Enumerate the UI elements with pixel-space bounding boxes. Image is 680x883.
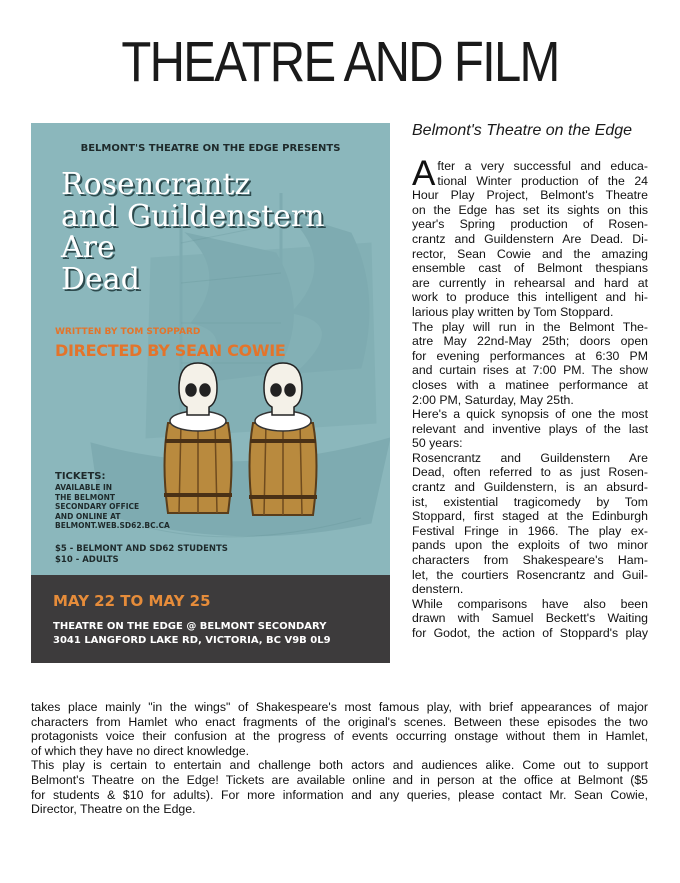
article-line: ist, existential tragicomedy by Tom [412,494,648,509]
poster-dates: MAY 22 TO MAY 25 [53,592,211,610]
article-line: work to produce this intelligent and hi- [412,290,648,305]
article-line: on the Edge has set its sights on this [412,202,648,217]
article-line: are currently in rehearsal and hard at [412,275,648,290]
article-line: crantz and Guildenstern, is an absurd- [412,480,648,495]
article-line: Director, Theatre on the Edge. [31,802,196,817]
article-line: Dead, often referred to as just Rosen- [412,465,648,480]
article-line: takes place mainly "in the wings" of Shakespeare's most famous play, with brief appearances of major [31,700,648,714]
article-heading: Belmont's Theatre on the Edge [412,122,633,139]
article-line: Hour Play Project, Belmont's Theatre [412,188,648,203]
page-title: THEATRE AND FILM [121,30,559,94]
article-line: Rosencrantz and Guildenstern Are [412,450,648,465]
article-line: for Godot, the action of Stoppard's play [412,626,648,640]
article-line: 50 years: [412,436,463,451]
article-line: closes with a matinee performance at [412,377,648,392]
article-line: The play will run in the Belmont The- [412,319,648,334]
article-line: of which they have no direct knowledge. [31,743,250,758]
drop-cap: A [412,154,436,193]
event-poster [31,123,390,663]
article-line: ensemble cast of Belmont thespians [412,261,648,276]
article-line: characters from Shakespeare's Ham- [412,553,648,568]
article-line: protagonists voice their confusion at the progress of events occurring onstage without them in Hamlet, [31,729,648,744]
article-line: atre May 22nd-May 25th; doors open [412,334,648,349]
poster-tickets: TICKETS: AVAILABLE IN THE BELMONT SECONDARY OFFICE AND ONLINE AT BELMONT.WEB.SD62.BC.CA [55,471,170,530]
article-column [412,154,648,641]
poster-venue: THEATRE ON THE EDGE @ BELMONT SECONDARY 3041 LANGFORD LAKE RD, VICTORIA, BC V9B 0L9 [53,621,331,646]
barrel-right [249,423,317,515]
article-line: Here's a quick synopsis of one the most [412,407,648,422]
poster-directed-by: DIRECTED BY SEAN COWIE [55,341,286,360]
article-line: tional Winter production of the 24 [437,173,648,188]
article-line: 2:00 PM, Saturday, May 25th. [412,392,574,407]
article-line: for evening performances at 6:30 PM [412,348,648,363]
article-line: Belmont's Theatre on the Edge! Tickets are available online and in person at the office at Belmont ($5 [31,772,648,787]
barrel-left [164,423,232,513]
article-line: larious play written by Tom Stoppard. [412,304,614,319]
article-line: for students & $10 for adults). For more information and any queries, please contact Mr. Sean Cowie, [31,787,648,802]
article-line: This play is certain to entertain and challenge both actors and audiences alike. Come out to support [31,758,648,773]
poster-title: Rosencrantz and Guildenstern Are Dead [61,167,325,297]
poster-prices: $5 - BELMONT AND SD62 STUDENTS $10 - ADULTS [55,544,228,565]
article-line: pands upon the exploits of two minor [412,538,648,553]
article-line: characters from Hamlet who enact fragments of the original's scenes. Between these episodes the two [31,714,648,729]
article-line: denstern. [412,582,464,597]
article-line: year's Spring production of Rosen- [412,217,648,232]
article-line: Festival Fringe in 1966. The play ex- [412,523,648,538]
article-line: drawn with Samuel Beckett's Waiting [412,611,648,626]
poster-written-by: WRITTEN BY TOM STOPPARD [55,327,201,337]
article-line: rector, Sean Cowie and the amazing [412,246,648,261]
article-line: let, the courtiers Rosencrantz and Guil- [412,567,648,582]
article-line: crantz and Guildenstern Are Dead. Di- [412,231,648,246]
article-line: fter a very successful and educa- [437,159,648,173]
poster-date-band [31,575,390,663]
article-line: and curtain rises at 7:00 PM. The show [412,363,648,378]
article-line: relevant and inventive plays of the last [412,421,648,436]
article-line: While comparisons have also been [412,596,648,611]
article-full-width [31,700,648,817]
article-line: Stoppard, first staged at the Edinburgh [412,509,648,524]
poster-presents: BELMONT'S THEATRE ON THE EDGE PRESENTS [80,143,341,154]
